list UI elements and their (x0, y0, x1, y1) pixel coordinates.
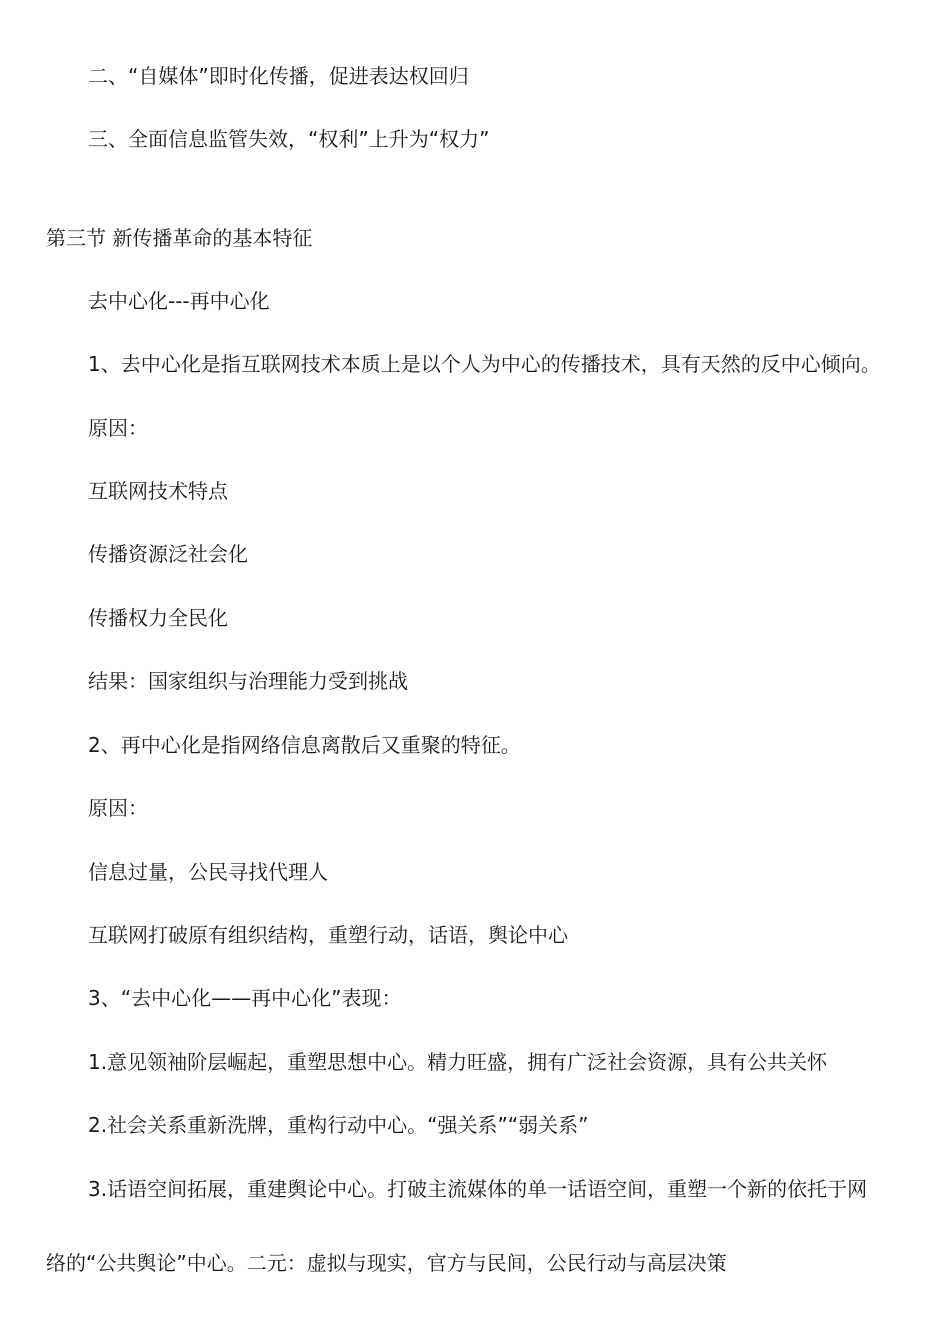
manifestation-item-3-continued: 络的“公共舆论”中心。二元：虚拟与现实，官方与民间，公民行动与高层决策 (46, 1251, 727, 1275)
reasons-label: 原因： (88, 796, 148, 820)
reason-item: 互联网技术特点 (88, 479, 228, 503)
section-heading: 第三节 新传播革命的基本特征 (46, 226, 313, 250)
manifestation-item-2: 2.社会关系重新洗牌，重构行动中心。“强关系”“弱关系” (88, 1113, 589, 1137)
reason-item: 传播资源泛社会化 (88, 542, 248, 566)
result-line: 结果：国家组织与治理能力受到挑战 (88, 669, 408, 693)
paragraph-recentralization: 2、再中心化是指网络信息离散后又重聚的特征。 (88, 733, 521, 757)
topic-heading: 去中心化---再中心化 (88, 289, 270, 313)
outline-item-3: 三、全面信息监管失效，“权利”上升为“权力” (88, 127, 490, 151)
reason-item: 互联网打破原有组织结构，重塑行动，话语，舆论中心 (88, 923, 568, 947)
manifestation-heading: 3、“去中心化——再中心化”表现： (88, 986, 402, 1010)
manifestation-item-1: 1.意见领袖阶层崛起，重塑思想中心。精力旺盛，拥有广泛社会资源，具有公共关怀 (88, 1050, 828, 1074)
outline-item-2: 二、“自媒体”即时化传播，促进表达权回归 (88, 64, 469, 88)
reasons-label: 原因： (88, 416, 148, 440)
paragraph-decentralization: 1、去中心化是指互联网技术本质上是以个人为中心的传播技术，具有天然的反中心倾向。 (88, 352, 881, 376)
reason-item: 信息过量，公民寻找代理人 (88, 860, 328, 884)
manifestation-item-3: 3.话语空间拓展，重建舆论中心。打破主流媒体的单一话语空间，重塑一个新的依托于网 (88, 1177, 868, 1201)
reason-item: 传播权力全民化 (88, 606, 228, 630)
